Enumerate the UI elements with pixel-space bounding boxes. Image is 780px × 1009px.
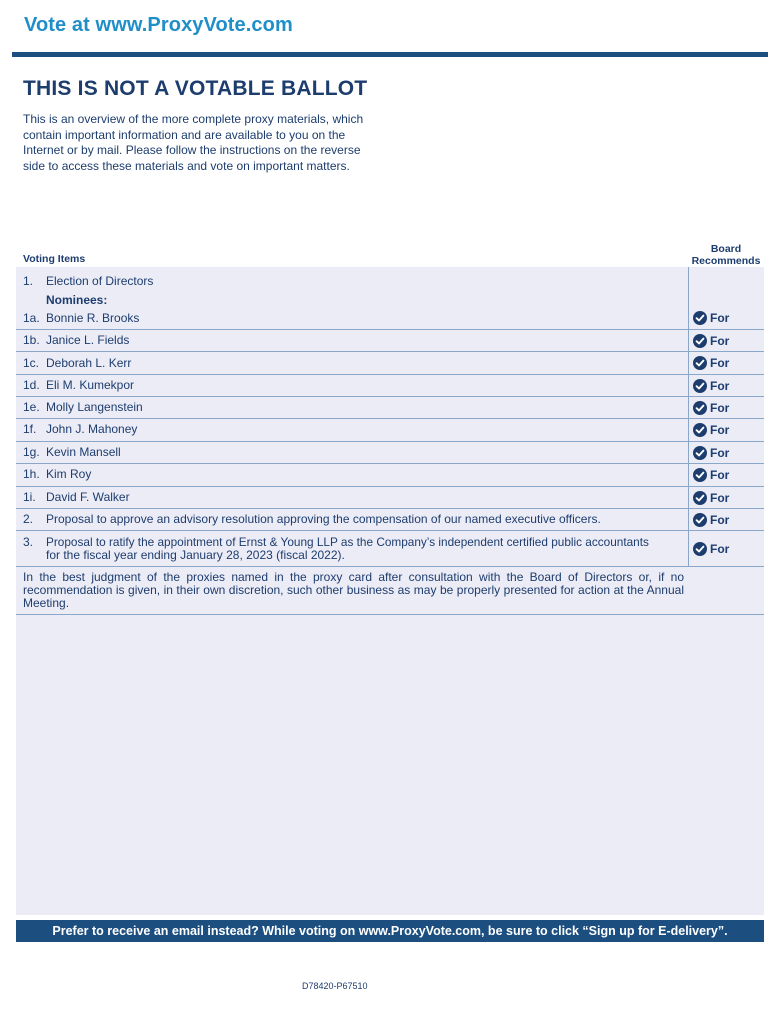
closing-rule [16, 614, 764, 615]
item-number: 2. [23, 512, 34, 526]
page-title: THIS IS NOT A VOTABLE BALLOT [23, 77, 368, 100]
check-circle-icon [693, 446, 707, 460]
document-code: D78420-P67510 [302, 981, 368, 991]
recommendation-for: For [710, 468, 730, 482]
table-row-item-1 [16, 267, 764, 330]
recommendation-for: For [710, 542, 730, 556]
board-recommends-line2: Recommends [691, 255, 761, 267]
recommendation-cell [688, 352, 764, 374]
nominee-name: Kevin Mansell [46, 445, 121, 459]
nominee-number: 1d. [23, 378, 40, 392]
check-circle-icon [693, 423, 707, 437]
recommendation-for: For [710, 311, 730, 325]
intro-line: Internet or by mail. Please follow the instructions on the reverse [23, 143, 361, 158]
nominee-name: Eli M. Kumekpor [46, 378, 135, 392]
recommendation-for: For [710, 379, 730, 393]
nominee-name: Kim Roy [46, 467, 92, 481]
board-recommends-header [688, 243, 764, 267]
table-row-nominee [16, 397, 764, 419]
recommendation-cell [688, 267, 764, 329]
check-circle-icon [693, 468, 707, 482]
recommendation-cell [688, 442, 764, 463]
recommendation-for: For [710, 356, 730, 370]
edelivery-banner: Prefer to receive an email instead? While voting on www.ProxyVote.com, be sure to click “Sign up for E-delivery”. [16, 920, 764, 942]
vote-link[interactable]: Vote at www.ProxyVote.com [24, 14, 293, 36]
recommendation-cell [688, 375, 764, 396]
table-row-nominee [16, 375, 764, 397]
table-row-nominee [16, 352, 764, 375]
nominee-number: 1f. [23, 422, 37, 436]
item-number: 3. [23, 535, 34, 549]
intro-line: This is an overview of the more complete proxy materials, which [23, 112, 364, 126]
table-row-item-2 [16, 509, 764, 531]
table-row-nominee [16, 442, 764, 464]
table-row-nominee [16, 487, 764, 509]
item-text: Proposal to approve an advisory resolution approving the compensation of our named executive officers. [46, 512, 601, 526]
nominee-number: 1c. [23, 356, 40, 370]
nominee-number: 1b. [23, 333, 40, 347]
nominees-label: Nominees: [46, 293, 108, 307]
table-row-nominee [16, 419, 764, 442]
check-circle-icon [693, 513, 707, 527]
recommendation-for: For [710, 446, 730, 460]
nominee-name: John J. Mahoney [46, 422, 138, 436]
table-row-nominee [16, 464, 764, 487]
board-recommends-line1: Board [710, 243, 742, 255]
check-circle-icon [693, 356, 707, 370]
nominee-name: Janice L. Fields [46, 333, 130, 347]
item-text-line1: Proposal to ratify the appointment of Ernst & Young LLP as the Company’s independent certified public accountants [46, 535, 649, 549]
header-rule [12, 52, 768, 57]
check-circle-icon [693, 334, 707, 348]
nominee-number: 1h. [23, 467, 40, 481]
intro-line: contain important information and are available to you on the [23, 127, 346, 142]
recommendation-for: For [710, 491, 730, 505]
recommendation-for: For [710, 334, 730, 348]
closing-statement: In the best judgment of the proxies named in the proxy card after consultation with the Board of Directors or, if no recommendation is given, in their own discretion, such other business as may be properly presented for action at the Annual Meeting. [23, 570, 684, 610]
recommendation-cell [688, 464, 764, 486]
table-row-item-3 [16, 531, 764, 567]
check-circle-icon [693, 311, 707, 325]
nominee-number: 1a. [23, 311, 40, 325]
item-text-line2: for the fiscal year ending January 28, 2023 (fiscal 2022). [46, 548, 345, 562]
nominee-number: 1i. [23, 490, 36, 504]
intro-text [23, 112, 383, 174]
recommendation-cell [688, 419, 764, 441]
recommendation-cell [688, 509, 764, 530]
recommendation-for: For [710, 401, 730, 415]
intro-line: side to access these materials and vote on important matters. [23, 158, 350, 173]
voting-items-header: Voting Items [23, 253, 86, 265]
recommendation-cell [688, 531, 764, 566]
check-circle-icon [693, 379, 707, 393]
nominee-name: David F. Walker [46, 490, 130, 504]
header [0, 0, 780, 58]
table-row-nominee [16, 330, 764, 352]
nominee-name: Molly Langenstein [46, 400, 143, 414]
check-circle-icon [693, 401, 707, 415]
recommendation-cell [688, 397, 764, 418]
check-circle-icon [693, 542, 707, 556]
item-label: Election of Directors [46, 274, 154, 288]
recommendation-for: For [710, 513, 730, 527]
item-number: 1. [23, 274, 34, 288]
nominee-number: 1g. [23, 445, 40, 459]
nominee-name: Deborah L. Kerr [46, 356, 132, 370]
recommendation-for: For [710, 423, 730, 437]
nominee-name: Bonnie R. Brooks [46, 311, 140, 325]
check-circle-icon [693, 491, 707, 505]
nominee-number: 1e. [23, 400, 40, 414]
recommendation-cell [688, 330, 764, 351]
recommendation-cell [688, 487, 764, 508]
